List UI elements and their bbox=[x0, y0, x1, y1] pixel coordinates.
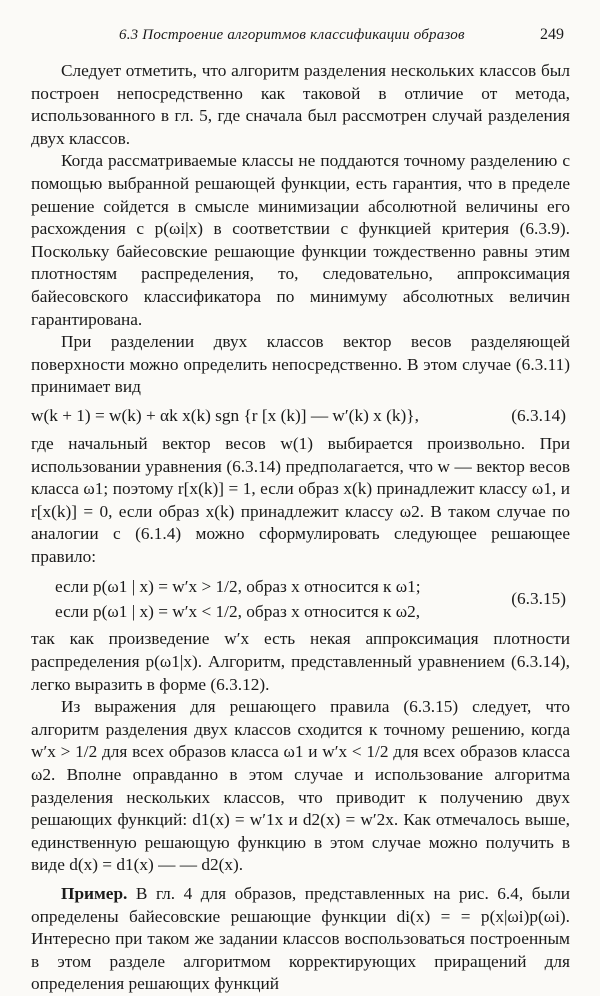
paragraph-6: Из выражения для решающего правила (6.3.15) следует, что алгоритм разделения двух классов сходится к точному решению, когда w′x > 1/2 для всех образов класса ω1 и w′x < 1/2 для всех образов класса ω2. Вполне оправданно в этом случае и использование алгоритма разделения нескольких классов, что приводит к получению двух решающих функций: d1(x) = w′1x и d2(x) = w′2x. Как отмечалось выше, единственную решающую функцию в этом случае можно получить в виде d(x) = d1(x) — — d2(x). bbox=[31, 697, 570, 875]
paragraph-4: где начальный вектор весов w(1) выбирается произвольно. При использовании уравнения (6.3.14) предполагается, что w — вектор весов класса ω1; поэтому r[x(k)] = 1, если образ x(k) принадлежит классу ω1, и r[x(k)] = 0, если образ x(k) принадлежит классу ω2. В таком случае по аналогии с (6.1.4) можно сформулировать следующее решающее правило: bbox=[31, 433, 570, 566]
paragraph-1: Следует отметить, что алгоритм разделения нескольких классов был построен непосредственно как таковой в отличие от метода, использованного в гл. 5, где сначала был рассмотрен случай разделения двух классов. bbox=[31, 61, 570, 148]
equation-6-3-15 bbox=[31, 572, 570, 626]
paragraph-7 bbox=[31, 883, 570, 996]
decision-rule-line-2: если p(ω1 | x) = w′x < 1/2, образ x относится к ω2, bbox=[55, 602, 421, 622]
decision-rule-line-1: если p(ω1 | x) = w′x > 1/2, образ x относится к ω1; bbox=[55, 577, 421, 597]
example-text: В гл. 4 для образов, представленных на рис. 6.4, были определены байесовские решающие функции di(x) = = p(x|ωi)p(ωi). Интересно при таком же задании классов воспользоваться построенным в этом разделе алгоритмом корректирующих приращений для определения решающих функций bbox=[31, 884, 570, 994]
running-header bbox=[31, 26, 570, 60]
equation-6-3-14-label: (6.3.14) bbox=[511, 405, 566, 425]
paragraph-3: При разделении двух классов вектор весов разделяющей поверхности можно определить непосредственно. В этом случае (6.3.11) принимает вид bbox=[31, 332, 570, 397]
page-number: 249 bbox=[540, 26, 564, 43]
section-title: 6.3 Построение алгоритмов классификации образов bbox=[119, 27, 465, 43]
equation-6-3-14-formula: w(k + 1) = w(k) + αk x(k) sgn {r [x (k)] — w′(k) x (k)}, bbox=[31, 405, 419, 425]
decision-rule-lines bbox=[55, 574, 421, 624]
equation-6-3-15-label: (6.3.15) bbox=[511, 589, 566, 609]
equation-6-3-14 bbox=[31, 399, 570, 433]
paragraph-2: Когда рассматриваемые классы не поддаются точному разделению с помощью выбранной решающей функции, есть гарантия, что в пределе решение сойдется в смысле минимизации абсолютной величины его расхождения с p(ωi|x) в соответствии с функцией критерия (6.3.9). Поскольку байесовские решающие функции тождественно равны этим плотностям распределения, то, следовательно, аппроксимация байесовского классификатора по минимуму абсолютных величин гарантирована. bbox=[31, 151, 570, 329]
paragraph-5: так как произведение w′x есть некая аппроксимация плотности распределения p(ω1|x). Алгоритм, представленный уравнением (6.3.14), легко выразить в форме (6.3.12). bbox=[31, 629, 570, 694]
example-lead: Пример. bbox=[61, 884, 128, 903]
